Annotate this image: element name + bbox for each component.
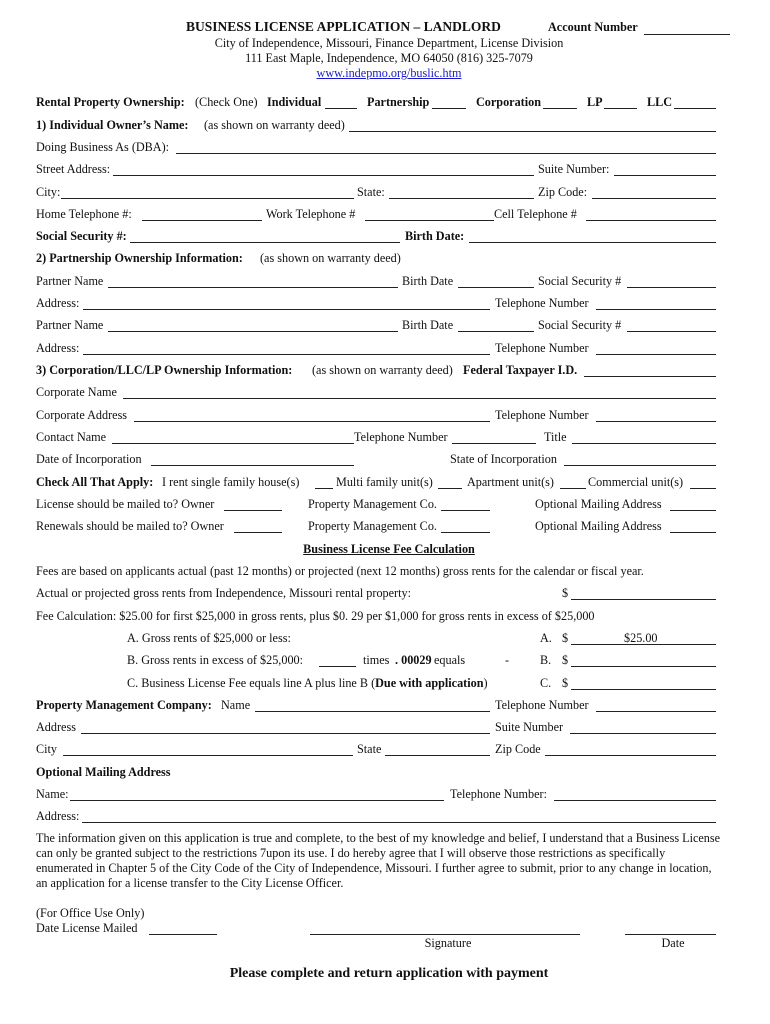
pmc-address-label: Address	[36, 720, 76, 734]
pmc-tel-field[interactable]	[596, 711, 716, 712]
line-c-due: Due with application	[375, 676, 484, 690]
home-tel-field[interactable]	[142, 220, 262, 221]
city-label: City:	[36, 185, 61, 199]
license-mail-opt-label: Optional Mailing Address	[535, 497, 662, 511]
date-label: Date	[661, 936, 685, 950]
ownership-label: Rental Property Ownership:	[36, 95, 185, 109]
dba-field[interactable]	[176, 153, 716, 154]
line-c-key: C.	[540, 676, 552, 690]
pmc-label: Property Management Company:	[36, 698, 212, 712]
apply-commercial-check[interactable]	[690, 488, 716, 489]
apply-multi-check[interactable]	[438, 488, 462, 489]
partner-2-address-label: Address:	[36, 341, 80, 355]
contact-name-field[interactable]	[112, 443, 354, 444]
fee-calc-text: Fee Calculation: $25.00 for first $25,000 in gross rents, plus $0. 29 per $1,000 for gross rents in excess of $25,000	[36, 609, 595, 623]
header-address: 111 East Maple, Independence, MO 64050 (816) 325-7079	[245, 51, 533, 65]
apply-commercial-label: Commercial unit(s)	[588, 475, 684, 489]
line-c-close: )	[483, 676, 488, 690]
opt-tel-label: Telephone Number:	[450, 787, 547, 801]
section-3-title: 3) Corporation/LLC/LP Ownership Information:	[36, 363, 293, 377]
line-b-dash: -	[505, 653, 510, 667]
pmc-tel-label: Telephone Number	[495, 698, 589, 712]
individual-check[interactable]	[325, 108, 357, 109]
date-mailed-label: Date License Mailed	[36, 921, 138, 935]
pmc-suite-field[interactable]	[570, 733, 716, 734]
fee-basis-text: Fees are based on applicants actual (past 12 months) or projected (next 12 months) gross rents for the calendar or fiscal year.	[36, 564, 644, 578]
contact-name-label: Contact Name	[36, 430, 107, 444]
line-b-times: times	[363, 653, 390, 667]
corp-tel-label: Telephone Number	[495, 408, 589, 422]
doi-field[interactable]	[151, 465, 354, 466]
partner-1-tel-label: Telephone Number	[495, 296, 589, 310]
federal-id-label: Federal Taxpayer I.D.	[463, 363, 578, 377]
partner-2-ssn-field[interactable]	[627, 331, 716, 332]
line-b-excess-field[interactable]	[319, 666, 356, 667]
partner-1-ssn-field[interactable]	[627, 287, 716, 288]
pmc-address-field[interactable]	[81, 733, 490, 734]
pmc-name-field[interactable]	[255, 711, 490, 712]
zip-label: Zip Code:	[538, 185, 588, 199]
line-b-key: B.	[540, 653, 552, 667]
statement-line: enumerated in Chapter 5 of the City Code of the City of Independence, Missouri. I further agree to submit, prior to any change in location,	[36, 861, 712, 875]
signature-field[interactable]	[310, 934, 580, 935]
apply-multi-label: Multi family unit(s)	[336, 475, 433, 489]
apply-label: Check All That Apply:	[36, 475, 154, 489]
home-tel-label: Home Telephone #:	[36, 207, 132, 221]
line-c-label	[127, 676, 488, 691]
renewal-mail-pm-check[interactable]	[441, 532, 490, 533]
partner-1-tel-field[interactable]	[596, 309, 716, 310]
apply-single-check[interactable]	[315, 488, 333, 489]
pmc-city-field[interactable]	[63, 755, 353, 756]
license-mail-owner-check[interactable]	[224, 510, 282, 511]
pmc-state-label: State	[357, 742, 382, 756]
contact-tel-label: Telephone Number	[354, 430, 448, 444]
renewal-mail-label: Renewals should be mailed to? Owner	[36, 519, 224, 533]
section-2-hint: (as shown on warranty deed)	[260, 251, 401, 265]
pmc-zip-field[interactable]	[545, 755, 716, 756]
line-c-dollar: $	[562, 676, 569, 690]
suite-field[interactable]	[614, 175, 716, 176]
account-number-field[interactable]	[644, 34, 730, 35]
owner-name-field[interactable]	[349, 131, 716, 132]
apply-apt-label: Apartment unit(s)	[467, 475, 554, 489]
opt-name-field[interactable]	[70, 800, 444, 801]
partner-1-birth-label: Birth Date	[402, 274, 454, 288]
line-c-field[interactable]	[571, 689, 716, 690]
license-mail-pm-label: Property Management Co.	[308, 497, 437, 511]
street-field[interactable]	[113, 175, 534, 176]
section-1-hint: (as shown on warranty deed)	[204, 118, 345, 132]
line-b-field[interactable]	[571, 666, 716, 667]
corp-address-label: Corporate Address	[36, 408, 128, 422]
opt-tel-field[interactable]	[554, 800, 716, 801]
renewal-mail-pm-label: Property Management Co.	[308, 519, 437, 533]
line-b-dollar: $	[562, 653, 569, 667]
opt-name-label: Name:	[36, 787, 69, 801]
line-b-rate: . 00029	[395, 653, 432, 667]
license-mail-opt-check[interactable]	[670, 510, 716, 511]
work-tel-field[interactable]	[365, 220, 494, 221]
license-mail-label: License should be mailed to? Owner	[36, 497, 215, 511]
section-1-title: 1) Individual Owner’s Name:	[36, 118, 189, 132]
gross-rents-field[interactable]	[571, 599, 716, 600]
opt-mail-heading: Optional Mailing Address	[36, 765, 171, 779]
llc-check[interactable]	[674, 108, 716, 109]
cell-tel-field[interactable]	[586, 220, 716, 221]
doi-label: Date of Incorporation	[36, 452, 142, 466]
pmc-name-label: Name	[221, 698, 251, 712]
ownership-hint: (Check One)	[195, 95, 258, 109]
suite-label: Suite Number:	[538, 162, 610, 176]
street-label: Street Address:	[36, 162, 111, 176]
city-field[interactable]	[61, 198, 354, 199]
state-label: State:	[357, 185, 385, 199]
line-b-label: B. Gross rents in excess of $25,000:	[127, 653, 304, 667]
corporation-label: Corporation	[476, 95, 541, 109]
partner-1-address-label: Address:	[36, 296, 80, 310]
gross-rents-label: Actual or projected gross rents from Independence, Missouri rental property:	[36, 586, 411, 600]
apply-apt-check[interactable]	[560, 488, 586, 489]
partner-2-address-field[interactable]	[83, 354, 490, 355]
partner-1-birth-field[interactable]	[458, 287, 534, 288]
corp-address-field[interactable]	[134, 421, 490, 422]
work-tel-label: Work Telephone #	[266, 207, 356, 221]
zip-field[interactable]	[592, 198, 716, 199]
lp-label: LP	[587, 95, 603, 109]
pmc-city-label: City	[36, 742, 57, 756]
corp-tel-field[interactable]	[596, 421, 716, 422]
corporation-check[interactable]	[543, 108, 577, 109]
soi-label: State of Incorporation	[450, 452, 557, 466]
partner-1-name-field[interactable]	[108, 287, 398, 288]
cell-tel-label: Cell Telephone #	[494, 207, 577, 221]
partner-2-name-label: Partner Name	[36, 318, 104, 332]
ssn-field[interactable]	[130, 242, 400, 243]
partner-2-name-field[interactable]	[108, 331, 398, 332]
website-link[interactable]: www.indepmo.org/buslic.htm	[316, 66, 462, 80]
lp-check[interactable]	[604, 108, 637, 109]
partnership-check[interactable]	[432, 108, 466, 109]
partner-2-birth-field[interactable]	[458, 331, 534, 332]
federal-id-field[interactable]	[584, 376, 716, 377]
partner-2-ssn-label: Social Security #	[538, 318, 622, 332]
partner-2-tel-label: Telephone Number	[495, 341, 589, 355]
corp-name-field[interactable]	[123, 398, 716, 399]
individual-label: Individual	[267, 95, 322, 109]
partner-1-ssn-label: Social Security #	[538, 274, 622, 288]
line-c-text: C. Business License Fee equals line A plus line B (	[127, 676, 376, 690]
renewal-mail-owner-check[interactable]	[234, 532, 282, 533]
contact-tel-field[interactable]	[452, 443, 536, 444]
footer-instruction: Please complete and return application with payment	[229, 966, 549, 981]
line-a-dollar: $	[562, 631, 569, 645]
state-field[interactable]	[389, 198, 534, 199]
partner-1-address-field[interactable]	[83, 309, 490, 310]
soi-field[interactable]	[564, 465, 716, 466]
date-mailed-field[interactable]	[149, 934, 217, 935]
birth-field[interactable]	[469, 242, 716, 243]
pmc-suite-label: Suite Number	[495, 720, 564, 734]
ssn-label: Social Security #:	[36, 229, 127, 243]
partnership-label: Partnership	[367, 95, 430, 109]
statement-line: The information given on this application is true and complete, to the best of my knowledge and belief, I understand that a Business License	[36, 831, 721, 845]
contact-title-label: Title	[544, 430, 567, 444]
license-mail-pm-check[interactable]	[441, 510, 490, 511]
section-3-hint: (as shown on warranty deed)	[312, 363, 453, 377]
partner-1-name-label: Partner Name	[36, 274, 104, 288]
date-field[interactable]	[625, 934, 716, 935]
dba-label: Doing Business As (DBA):	[36, 140, 170, 154]
line-a-value: $25.00	[624, 631, 658, 645]
statement-line: can only be granted subject to the restrictions 7upon its use. I do hereby agree that I will observe those restrictions as specifically	[36, 846, 666, 860]
opt-address-label: Address:	[36, 809, 80, 823]
account-number-label: Account Number	[548, 20, 638, 34]
signature-label: Signature	[424, 936, 472, 950]
birth-label: Birth Date:	[405, 229, 465, 243]
office-use-label: (For Office Use Only)	[36, 906, 145, 920]
renewal-mail-opt-check[interactable]	[670, 532, 716, 533]
statement-line: an application for a license transfer to the City License Officer.	[36, 876, 344, 890]
line-b-equals: equals	[434, 653, 466, 667]
renewal-mail-opt-label: Optional Mailing Address	[535, 519, 662, 533]
gross-rents-dollar: $	[562, 586, 569, 600]
line-a-label: A. Gross rents of $25,000 or less:	[127, 631, 291, 645]
llc-label: LLC	[647, 95, 673, 109]
pmc-state-field[interactable]	[385, 755, 490, 756]
partner-2-birth-label: Birth Date	[402, 318, 454, 332]
line-a-key: A.	[540, 631, 552, 645]
contact-title-field[interactable]	[572, 443, 716, 444]
pmc-zip-label: Zip Code	[495, 742, 541, 756]
partner-2-tel-field[interactable]	[596, 354, 716, 355]
header-dept: City of Independence, Missouri, Finance Department, License Division	[214, 36, 564, 50]
apply-single-label: I rent single family house(s)	[162, 475, 300, 489]
opt-address-field[interactable]	[82, 822, 716, 823]
corp-name-label: Corporate Name	[36, 385, 117, 399]
section-2-title: 2) Partnership Ownership Information:	[36, 251, 243, 265]
fee-heading: Business License Fee Calculation	[303, 542, 475, 556]
form-title: BUSINESS LICENSE APPLICATION – LANDLORD	[186, 19, 501, 34]
